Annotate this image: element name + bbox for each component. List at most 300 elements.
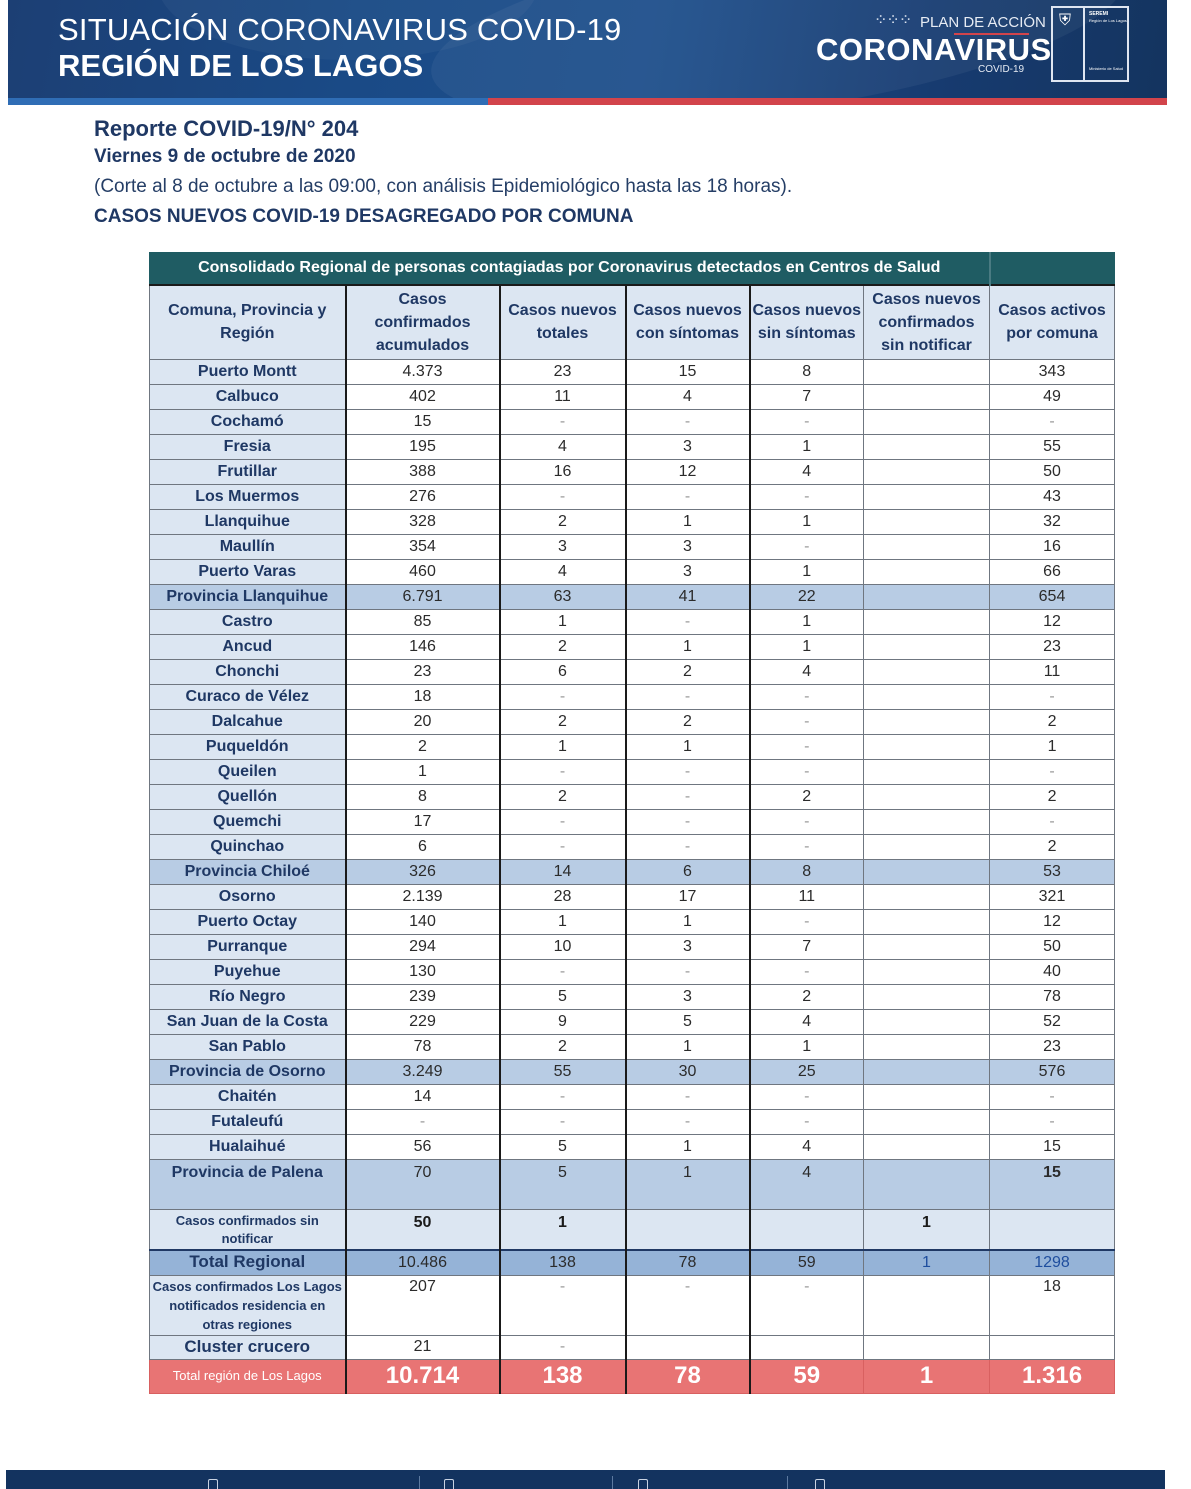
row-name: Puyehue <box>150 960 346 985</box>
cell-tot: 3 <box>500 535 626 560</box>
cell-sin: 59 <box>750 1359 864 1393</box>
cell-acum: 4.373 <box>346 360 500 385</box>
prov-row <box>150 860 1115 885</box>
cell-tot: 4 <box>500 560 626 585</box>
row-name: Queilen <box>150 760 346 785</box>
cell-act: 40 <box>990 960 1115 985</box>
table-row <box>150 435 1115 460</box>
banner-region: REGIÓN DE LOS LAGOS <box>58 48 424 83</box>
table-row <box>150 610 1115 635</box>
cell-con: 1 <box>626 635 750 660</box>
cell-act: 55 <box>990 435 1115 460</box>
cell-sin: 7 <box>750 385 864 410</box>
other-row <box>150 1276 1115 1336</box>
table-row <box>150 885 1115 910</box>
cell-tot: - <box>500 810 626 835</box>
cell-tot: 2 <box>500 1035 626 1060</box>
cell-nonot <box>864 1060 990 1085</box>
table-row <box>150 710 1115 735</box>
cell-con: 3 <box>626 935 750 960</box>
cell-sin: 59 <box>750 1250 864 1276</box>
cell-nonot <box>864 985 990 1010</box>
logo-divider <box>1083 8 1085 80</box>
row-name: Chaitén <box>150 1085 346 1110</box>
table-row <box>150 560 1115 585</box>
cell-con: 78 <box>626 1250 750 1276</box>
cell-acum: 388 <box>346 460 500 485</box>
cell-con: 3 <box>626 560 750 585</box>
cell-nonot: 1 <box>864 1250 990 1276</box>
row-name: Provincia de Osorno <box>150 1060 346 1085</box>
cell-act: 43 <box>990 485 1115 510</box>
cell-acum: 294 <box>346 935 500 960</box>
cell-sin: - <box>750 1085 864 1110</box>
cell-acum: 14 <box>346 1085 500 1110</box>
table-row <box>150 460 1115 485</box>
cell-sin: 4 <box>750 1135 864 1160</box>
cell-act: 15 <box>990 1160 1115 1210</box>
cell-tot: 6 <box>500 660 626 685</box>
cell-acum: 146 <box>346 635 500 660</box>
cell-tot: 14 <box>500 860 626 885</box>
cell-tot: 9 <box>500 1010 626 1035</box>
cell-tot: 1 <box>500 735 626 760</box>
cell-nonot <box>864 760 990 785</box>
cell-con: 1 <box>626 1035 750 1060</box>
cell-tot: - <box>500 1110 626 1135</box>
cell-act: 50 <box>990 935 1115 960</box>
cell-sin: 1 <box>750 635 864 660</box>
total-row <box>150 1250 1115 1276</box>
cell-nonot <box>864 1010 990 1035</box>
row-name: Casos confirmados sin notificar <box>150 1210 346 1250</box>
cell-act: 1298 <box>990 1250 1115 1276</box>
cell-sin: 1 <box>750 510 864 535</box>
cell-act: 12 <box>990 610 1115 635</box>
cell-act: 16 <box>990 535 1115 560</box>
table-row <box>150 810 1115 835</box>
cell-tot: 2 <box>500 710 626 735</box>
cell-acum: 56 <box>346 1135 500 1160</box>
footer-divider <box>419 1476 420 1489</box>
cell-acum: 276 <box>346 485 500 510</box>
cell-act: 2 <box>990 710 1115 735</box>
table-row <box>150 1035 1115 1060</box>
cell-tot: 138 <box>500 1250 626 1276</box>
cell-tot: - <box>500 1335 626 1359</box>
table-row <box>150 835 1115 860</box>
cell-sin: 22 <box>750 585 864 610</box>
cell-tot: 5 <box>500 985 626 1010</box>
cell-con: 1 <box>626 910 750 935</box>
report-date: Viernes 9 de octubre de 2020 <box>94 146 356 167</box>
cell-con: - <box>626 785 750 810</box>
cell-acum: 3.249 <box>346 1060 500 1085</box>
cell-sin: 4 <box>750 1010 864 1035</box>
cell-nonot <box>864 685 990 710</box>
cell-tot: 1 <box>500 1210 626 1250</box>
col-header-acumulados: Casos confirmados acumulados <box>346 285 500 360</box>
cell-nonot <box>864 1160 990 1210</box>
cell-con: - <box>626 1085 750 1110</box>
cell-acum: 2 <box>346 735 500 760</box>
cell-nonot <box>864 1276 990 1336</box>
header-banner <box>8 0 1167 104</box>
cell-sin: - <box>750 810 864 835</box>
cell-acum: 15 <box>346 410 500 435</box>
table-title-empty <box>990 253 1115 285</box>
cell-tot: 5 <box>500 1160 626 1210</box>
cell-acum: 460 <box>346 560 500 585</box>
cell-con <box>626 1210 750 1250</box>
twitter-icon[interactable] <box>638 1479 648 1489</box>
cell-act: 78 <box>990 985 1115 1010</box>
cell-act <box>990 1335 1115 1359</box>
cell-act: 23 <box>990 1035 1115 1060</box>
cell-con: 2 <box>626 660 750 685</box>
table-row <box>150 485 1115 510</box>
col-header-sin-notificar: Casos nuevos confirmados sin notificar <box>864 285 990 360</box>
cell-act: 15 <box>990 1135 1115 1160</box>
cell-nonot <box>864 360 990 385</box>
cell-tot: - <box>500 685 626 710</box>
cell-acum: 18 <box>346 685 500 710</box>
cell-sin: 2 <box>750 985 864 1010</box>
cell-act: 11 <box>990 660 1115 685</box>
row-name: Casos confirmados Los Lagos notificados residencia en otras regiones <box>150 1276 346 1336</box>
row-name: Puqueldón <box>150 735 346 760</box>
plan-tag: COVID-19 <box>978 64 1025 75</box>
cell-nonot <box>864 560 990 585</box>
cell-act: - <box>990 760 1115 785</box>
cell-sin: 11 <box>750 885 864 910</box>
cell-con <box>626 1335 750 1359</box>
cell-acum: - <box>346 1110 500 1135</box>
cell-nonot <box>864 835 990 860</box>
cell-act: 321 <box>990 885 1115 910</box>
snot-row <box>150 1210 1115 1250</box>
cell-nonot <box>864 935 990 960</box>
ministry-line2: Región de Los Lagos <box>1089 18 1127 23</box>
cell-act: - <box>990 1085 1115 1110</box>
row-name: Puerto Octay <box>150 910 346 935</box>
cell-sin: 8 <box>750 360 864 385</box>
cell-nonot <box>864 735 990 760</box>
cell-acum: 85 <box>346 610 500 635</box>
cell-con: 12 <box>626 460 750 485</box>
cell-acum: 20 <box>346 710 500 735</box>
row-name: Provincia Chiloé <box>150 860 346 885</box>
col-header-comuna: Comuna, Provincia y Región <box>150 285 346 360</box>
row-name: Fresia <box>150 435 346 460</box>
banner-title: SITUACIÓN CORONAVIRUS COVID-19 <box>58 12 622 47</box>
row-name: Llanquihue <box>150 510 346 535</box>
cell-con: 3 <box>626 435 750 460</box>
cell-nonot <box>864 410 990 435</box>
row-name: Cluster crucero <box>150 1335 346 1359</box>
cell-con: 1 <box>626 510 750 535</box>
cell-tot: 5 <box>500 1135 626 1160</box>
cell-nonot <box>864 485 990 510</box>
cell-tot: - <box>500 1085 626 1110</box>
cell-act: 2 <box>990 835 1115 860</box>
cell-acum: 23 <box>346 660 500 685</box>
col-header-con-sintomas: Casos nuevos con síntomas <box>626 285 750 360</box>
cell-act: 52 <box>990 1010 1115 1035</box>
cell-nonot <box>864 585 990 610</box>
table-row <box>150 735 1115 760</box>
cell-sin: - <box>750 410 864 435</box>
cell-sin: 8 <box>750 860 864 885</box>
cell-sin: - <box>750 910 864 935</box>
cell-con: - <box>626 610 750 635</box>
cell-tot: 16 <box>500 460 626 485</box>
cell-nonot <box>864 660 990 685</box>
cell-nonot <box>864 460 990 485</box>
cell-nonot <box>864 1135 990 1160</box>
cell-sin: 4 <box>750 660 864 685</box>
row-name: San Pablo <box>150 1035 346 1060</box>
plan-main: CORONAVIRUS <box>816 32 1052 67</box>
cell-tot: - <box>500 760 626 785</box>
table-row <box>150 510 1115 535</box>
table-row <box>150 785 1115 810</box>
cell-tot: 4 <box>500 435 626 460</box>
stripe-red <box>488 98 1167 105</box>
cell-sin: 25 <box>750 1060 864 1085</box>
footer-bar <box>6 1470 1165 1489</box>
cell-con: - <box>626 1110 750 1135</box>
cell-nonot <box>864 385 990 410</box>
table-row <box>150 410 1115 435</box>
table-row <box>150 760 1115 785</box>
col-header-nuevos-totales: Casos nuevos totales <box>500 285 626 360</box>
section-title: CASOS NUEVOS COVID-19 DESAGREGADO POR COMUNA <box>94 206 634 227</box>
row-name: Cochamó <box>150 410 346 435</box>
cell-sin: - <box>750 835 864 860</box>
cell-con: - <box>626 810 750 835</box>
cell-con: 3 <box>626 535 750 560</box>
cell-con: - <box>626 1276 750 1336</box>
prov-tall-row <box>150 1160 1115 1210</box>
cell-con: - <box>626 760 750 785</box>
cell-tot: 1 <box>500 910 626 935</box>
cell-con: 1 <box>626 1160 750 1210</box>
cell-act: 654 <box>990 585 1115 610</box>
cell-sin: - <box>750 710 864 735</box>
col-header-sin-sintomas: Casos nuevos sin síntomas <box>750 285 864 360</box>
ministry-line3: Ministerio de Salud <box>1089 66 1124 71</box>
facebook-icon[interactable] <box>444 1479 454 1489</box>
cell-nonot <box>864 810 990 835</box>
cell-sin: - <box>750 535 864 560</box>
cell-acum: 326 <box>346 860 500 885</box>
cell-act: - <box>990 1110 1115 1135</box>
cell-nonot <box>864 435 990 460</box>
cell-tot: 2 <box>500 510 626 535</box>
cell-sin: 4 <box>750 460 864 485</box>
cell-acum: 6 <box>346 835 500 860</box>
cell-act: 49 <box>990 385 1115 410</box>
cell-acum: 354 <box>346 535 500 560</box>
cell-nonot <box>864 1085 990 1110</box>
cell-tot: 63 <box>500 585 626 610</box>
cell-tot: 10 <box>500 935 626 960</box>
cell-act: 576 <box>990 1060 1115 1085</box>
cell-acum: 21 <box>346 1335 500 1359</box>
cell-con: 6 <box>626 860 750 885</box>
cell-acum: 10.486 <box>346 1250 500 1276</box>
cell-acum: 207 <box>346 1276 500 1336</box>
crowd-dots-icon: ⁘⁘⁘ <box>874 12 912 29</box>
cell-tot: 23 <box>500 360 626 385</box>
cell-tot: - <box>500 1276 626 1336</box>
table-title-row <box>150 253 1115 285</box>
cell-act: - <box>990 810 1115 835</box>
table-title: Consolidado Regional de personas contagiadas por Coronavirus detectados en Centros de Salud <box>150 253 990 285</box>
table-row <box>150 660 1115 685</box>
row-name: Río Negro <box>150 985 346 1010</box>
table-row <box>150 535 1115 560</box>
footer-divider <box>612 1476 613 1489</box>
cell-acum: 8 <box>346 785 500 810</box>
cell-acum: 10.714 <box>346 1359 500 1393</box>
cell-nonot <box>864 635 990 660</box>
table-header-row <box>150 285 1115 360</box>
table-row <box>150 685 1115 710</box>
cell-sin: 7 <box>750 935 864 960</box>
cell-act <box>990 1210 1115 1250</box>
cell-acum: 328 <box>346 510 500 535</box>
cell-nonot <box>864 860 990 885</box>
cell-acum: 1 <box>346 760 500 785</box>
row-name: Puerto Varas <box>150 560 346 585</box>
row-name: Ancud <box>150 635 346 660</box>
coat-of-arms-icon: ⛨ <box>1059 12 1072 29</box>
cell-nonot <box>864 1035 990 1060</box>
cell-act: 343 <box>990 360 1115 385</box>
youtube-icon[interactable] <box>208 1479 218 1489</box>
cell-acum: 6.791 <box>346 585 500 610</box>
cell-sin: 1 <box>750 560 864 585</box>
cell-nonot <box>864 1335 990 1359</box>
cell-act: 32 <box>990 510 1115 535</box>
row-name: Purranque <box>150 935 346 960</box>
cell-act: 1.316 <box>990 1359 1115 1393</box>
cell-acum: 140 <box>346 910 500 935</box>
table-row <box>150 985 1115 1010</box>
cell-nonot <box>864 910 990 935</box>
table-row <box>150 935 1115 960</box>
cell-acum: 130 <box>346 960 500 985</box>
table-row <box>150 1110 1115 1135</box>
row-name: Quellón <box>150 785 346 810</box>
report-number: Reporte COVID-19/N° 204 <box>94 116 359 141</box>
row-name: Hualaihué <box>150 1135 346 1160</box>
row-name: Provincia Llanquihue <box>150 585 346 610</box>
table-row <box>150 1085 1115 1110</box>
table-row <box>150 1010 1115 1035</box>
cell-tot: - <box>500 960 626 985</box>
cell-sin: 4 <box>750 1160 864 1210</box>
cell-con: 2 <box>626 710 750 735</box>
cell-sin: - <box>750 685 864 710</box>
report-cutoff: (Corte al 8 de octubre a las 09:00, con análisis Epidemiológico hasta las 18 horas). <box>94 176 793 197</box>
cell-acum: 70 <box>346 1160 500 1210</box>
plan-coronavirus-logo <box>808 8 1052 78</box>
cell-con: 5 <box>626 1010 750 1035</box>
cell-nonot <box>864 785 990 810</box>
cell-nonot <box>864 710 990 735</box>
cell-nonot <box>864 885 990 910</box>
cell-act: 18 <box>990 1276 1115 1336</box>
plan-subtitle: PLAN DE ACCIÓN <box>920 14 1046 31</box>
cell-tot: 2 <box>500 785 626 810</box>
cell-tot: 2 <box>500 635 626 660</box>
row-name: San Juan de la Costa <box>150 1010 346 1035</box>
footer-divider <box>787 1476 788 1489</box>
row-name: Osorno <box>150 885 346 910</box>
table-row <box>150 910 1115 935</box>
cell-act: 23 <box>990 635 1115 660</box>
cell-nonot <box>864 960 990 985</box>
row-name: Curaco de Vélez <box>150 685 346 710</box>
cell-nonot: 1 <box>864 1359 990 1393</box>
table-row <box>150 635 1115 660</box>
cell-act: 2 <box>990 785 1115 810</box>
cell-con: 4 <box>626 385 750 410</box>
row-name: Calbuco <box>150 385 346 410</box>
cell-sin: - <box>750 1110 864 1135</box>
cell-acum: 78 <box>346 1035 500 1060</box>
cell-tot: 28 <box>500 885 626 910</box>
table-row <box>150 385 1115 410</box>
cluster-row <box>150 1335 1115 1359</box>
cell-sin <box>750 1210 864 1250</box>
cell-tot: 55 <box>500 1060 626 1085</box>
table-row <box>150 960 1115 985</box>
cell-acum: 17 <box>346 810 500 835</box>
cell-con: 15 <box>626 360 750 385</box>
cell-con: - <box>626 485 750 510</box>
cell-con: 17 <box>626 885 750 910</box>
cell-nonot <box>864 1110 990 1135</box>
cell-acum: 2.139 <box>346 885 500 910</box>
cell-acum: 239 <box>346 985 500 1010</box>
prov-row <box>150 585 1115 610</box>
prov-row <box>150 1060 1115 1085</box>
cell-acum: 402 <box>346 385 500 410</box>
cell-tot: 138 <box>500 1359 626 1393</box>
instagram-icon[interactable] <box>815 1479 825 1489</box>
cell-con: 78 <box>626 1359 750 1393</box>
cell-sin: - <box>750 1276 864 1336</box>
cell-act: - <box>990 685 1115 710</box>
cell-tot: 1 <box>500 610 626 635</box>
cell-sin <box>750 1335 864 1359</box>
cell-tot: - <box>500 485 626 510</box>
cell-con: - <box>626 685 750 710</box>
row-name: Provincia de Palena <box>150 1160 346 1210</box>
cell-tot: - <box>500 835 626 860</box>
cell-acum: 229 <box>346 1010 500 1035</box>
row-name: Futaleufú <box>150 1110 346 1135</box>
cell-con: 30 <box>626 1060 750 1085</box>
cell-act: 53 <box>990 860 1115 885</box>
table-row <box>150 360 1115 385</box>
cell-nonot <box>864 535 990 560</box>
cell-con: - <box>626 835 750 860</box>
